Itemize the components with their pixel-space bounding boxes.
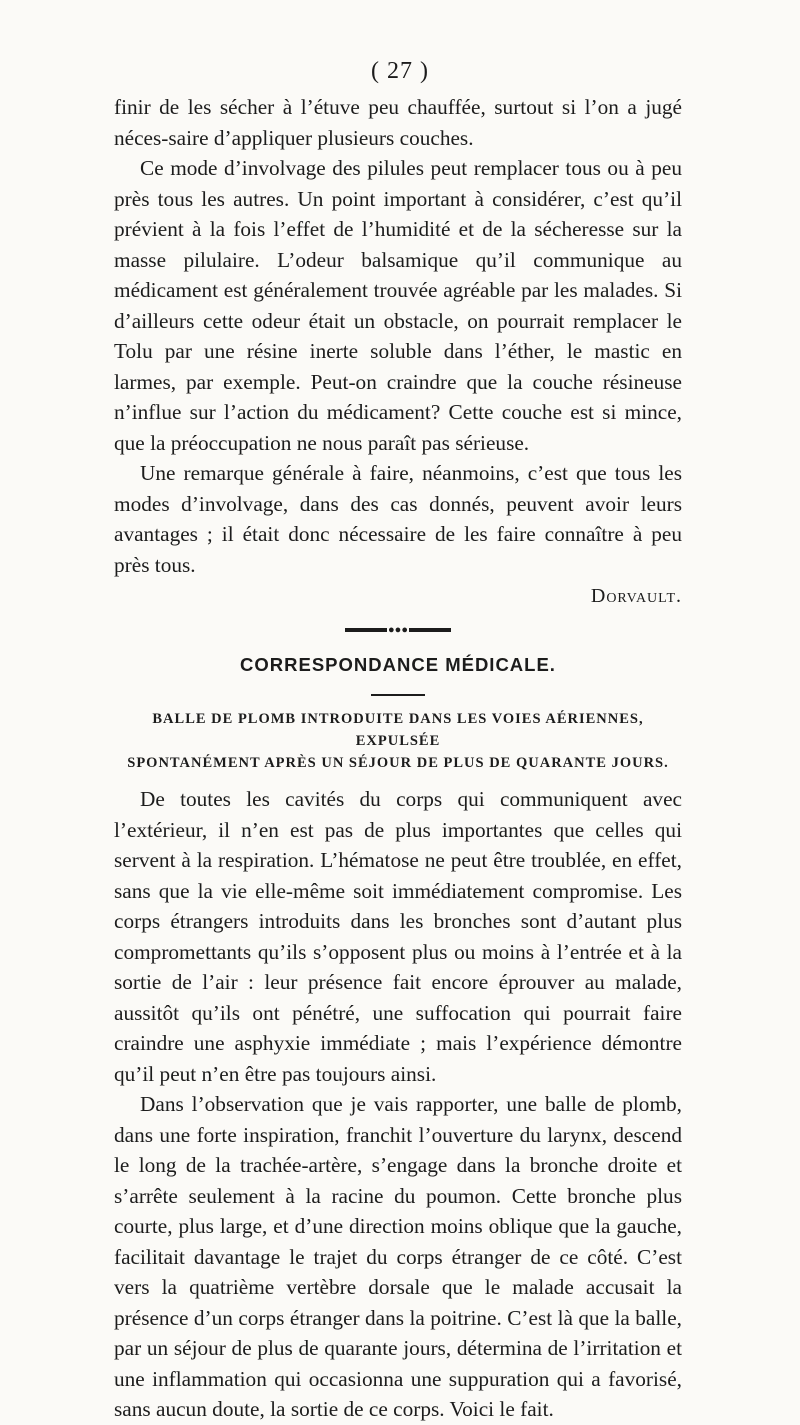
paragraph-continuation: finir de les sécher à l’étuve peu chauffée, surtout si l’on a jugé néces-saire d’appliquer plusieurs couches. (114, 95, 682, 150)
article-subheading (114, 708, 682, 774)
ornament-bar-right (409, 628, 451, 632)
ornament-dots: ●●● (388, 623, 408, 636)
subheading-line-2: SPONTANÉMENT APRÈS UN SÉJOUR DE PLUS DE QUARANTE JOURS. (127, 755, 669, 771)
paragraph-observation: Dans l’observation que je vais rapporter, une balle de plomb, dans une forte inspiration, franchit l’ouverture du larynx, descend le long de la trachée-artère, s’engage dans la bronche droite et s’arrête seulement à la racine du poumon. Cette bronche plus courte, plus large, et d’une direction moins oblique que la gauche, facilitait davantage le trajet du corps étranger de ce côté. C’est vers la quatrième vertèbre dorsale que le malade accusait la présence d’un corps étranger dans la poitrine. C’est là que la balle, par un séjour de plus de quarante jours, détermina de l’irritation et une inflammation qui occasionna une suppuration qui a favorisé, sans aucun doute, la sortie de ce corps. Voici le fait. (114, 1092, 682, 1421)
section-heading: CORRESPONDANCE MÉDICALE. (240, 653, 556, 675)
paragraph-involvage: Ce mode d’involvage des pilules peut remplacer tous ou à peu près tous les autres. Un point important à considérer, c’est qu’il prévient à la fois l’effet de l’humidité et de la sécheresse sur la masse pilulaire. L’odeur balsamique qu’il communique au médicament est généralement trouvée agréable par les malades. Si d’ailleurs cette odeur était un obstacle, on pourrait remplacer le Tolu par une résine inerte soluble dans l’éther, le mastic en larmes, par exemple. Peut-on craindre que la couche résineuse n’influe sur l’action du médicament? Cette couche est si mince, que la préoccupation ne nous paraît pas sérieuse. (114, 156, 682, 455)
subheading-line-1: BALLE DE PLOMB INTRODUITE DANS LES VOIES AÉRIENNES, EXPULSÉE (152, 711, 644, 749)
ornament-bar-left (345, 628, 387, 632)
author-signature: Dorvault. (590, 585, 682, 607)
text-column (114, 92, 682, 1425)
page-number: ( 27 ) (371, 58, 429, 84)
paragraph-cavites: De toutes les cavités du corps qui communiquent avec l’extérieur, il n’en est pas de plus importantes que celles qui servent à la respiration. L’hématose ne peut être troublée, en effet, sans que la vie elle-même soit immédiatement compromise. Les corps étrangers introduits dans les bronches sont d’autant plus compromettants qu’ils s’opposent plus ou moins à l’entrée et à la sortie de l’air : leur présence fait encore éprouver au malade, aussitôt qu’ils ont pénétré, une suffocation qui pourrait faire craindre une asphyxie immédiate ; mais l’expérience démontre qu’il peut n’en être pas toujours ainsi. (114, 787, 682, 1086)
heading-rule (371, 694, 425, 696)
paragraph-remarque: Une remarque générale à faire, néanmoins, c’est que tous les modes d’involvage, dans des cas donnés, peuvent avoir leurs avantages ; il était donc nécessaire de les faire connaître à peu près tous. (114, 461, 682, 577)
section-ornament (114, 622, 682, 638)
